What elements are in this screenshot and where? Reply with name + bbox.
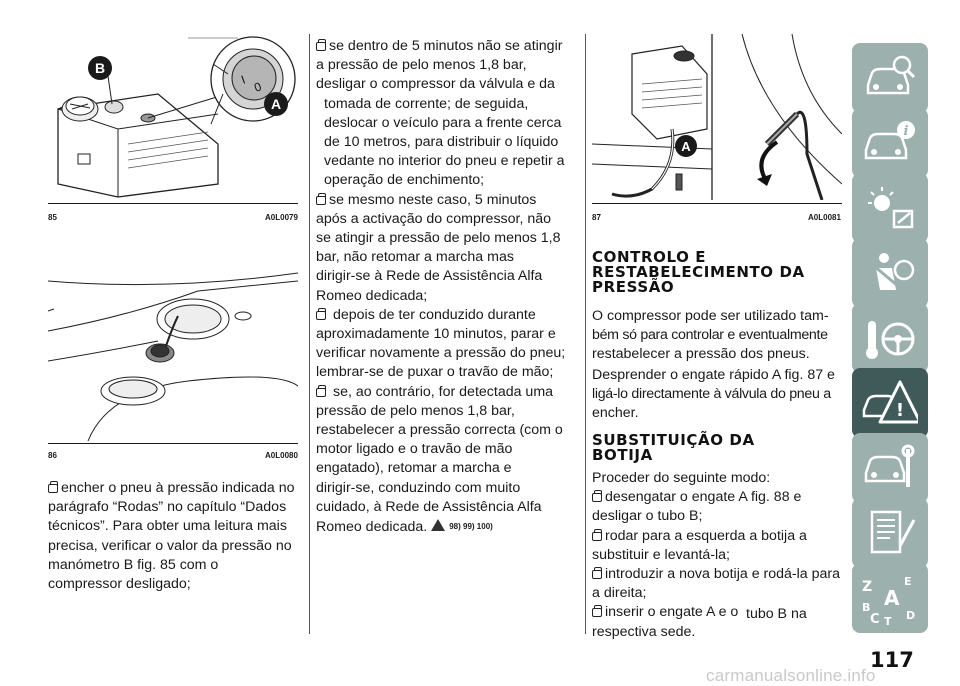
figure-85-number: 85 — [48, 213, 57, 222]
svg-text:B: B — [862, 601, 871, 614]
side-tab-emergency[interactable] — [852, 368, 928, 438]
callout-a-label: A — [681, 139, 691, 154]
text-line: encher o pneu à pressão indicada no — [48, 479, 298, 498]
column-divider — [309, 34, 310, 634]
side-tab-seatbelt-airbag[interactable] — [852, 238, 928, 308]
figure-85-rule — [48, 203, 298, 204]
side-tab-maintenance[interactable] — [852, 433, 928, 503]
right-column-para1: O compressor pode ser utilizado tam- bém só para controlar e eventualmente restabelecer a pressão dos pneus. — [592, 308, 829, 363]
floating-text: tubo B na — [746, 606, 807, 622]
bullet-icon — [592, 608, 602, 617]
car-search-icon — [862, 51, 918, 105]
svg-text:T: T — [884, 615, 892, 625]
middle-column-text: se dentro de 5 minutos não se atingir a pressão de pelo menos 1,8 bar, desligar o compressor da válvula e da tomada de corrente; de seguida, deslocar o veículo para a frente cerca de 10 metros, para distribuir o líquido vedante no interior do pneu e repetir a operação de enchimento; se mesmo neste caso, 5 minutos após a activação do compressor, não se atingir a pressão de pelo menos 1,8 bar, não retomar a marcha mas dirigir-se à Rede de Assistência Alfa Romeo dedicada; depois de ter conduzido durante aproximadamente 10 minutos, parar e verificar novamente a pressão do pneu; lembrar-se de puxar o travão de mão; se, ao contrário, for detectada uma pressão de pelo menos 1,8 bar, restabelecer a pressão correcta (com o motor ligado e o travão de mão engatado), retomar a marcha e dirigir-se, conduzindo com muito cuidado, à Rede de Assistência Alfa Romeo dedicada. 98) 99) 100) — [316, 38, 566, 536]
side-tab-car-search[interactable] — [852, 43, 928, 113]
svg-text:E: E — [904, 575, 912, 588]
seatbelt-airbag-icon — [862, 246, 918, 300]
bullet-icon — [316, 196, 326, 205]
socket-illustration — [48, 271, 298, 441]
figure-86-code: A0L0080 — [265, 451, 298, 460]
svg-text:A: A — [884, 586, 900, 610]
callout-a-label: A — [270, 96, 282, 112]
steering-wheel-key-icon — [862, 311, 918, 365]
figure-87-rule — [592, 203, 842, 204]
section-heading-controlo: CONTROLO E RESTABELECIMENTO DA PRESSÃO — [592, 248, 805, 296]
figure-87-number: 87 — [592, 213, 601, 222]
text-line: técnicos”. Para obter uma leitura mais — [48, 518, 287, 535]
figure-86 — [48, 271, 298, 441]
svg-text:0: 0 — [252, 79, 264, 95]
bullet-icon — [316, 42, 326, 51]
svg-text:!: ! — [895, 400, 905, 421]
svg-text:i: i — [903, 124, 909, 139]
bullet-icon — [592, 532, 602, 541]
bullet-icon — [592, 493, 602, 502]
svg-text:D: D — [906, 609, 916, 622]
car-maintenance-icon — [862, 441, 918, 495]
bullet-icon — [316, 388, 326, 397]
spec-sheet-icon — [862, 506, 918, 560]
figure-85 — [48, 34, 298, 200]
text-line: precisa, verificar o valor da pressão no — [48, 537, 292, 554]
side-tab-steering-key[interactable] — [852, 303, 928, 373]
side-tab-specs[interactable] — [852, 498, 928, 568]
bullet-icon — [316, 311, 326, 320]
figure-85-code: A0L0079 — [265, 213, 298, 222]
svg-text:I: I — [239, 72, 248, 87]
right-column-para2: Desprender o engate rápido A fig. 87 e ligá-lo directamente à válvula do pneu a encher. — [592, 367, 835, 422]
column-divider — [585, 34, 586, 634]
watermark: carmanualsonline.info — [706, 666, 876, 685]
side-tab-warning-lights[interactable] — [852, 173, 928, 243]
alphabet-index-icon — [862, 571, 918, 625]
car-info-icon — [862, 116, 918, 170]
figure-86-number: 86 — [48, 451, 57, 460]
warning-lights-icon — [862, 181, 918, 235]
bullet-icon — [48, 484, 58, 493]
emergency-triangle-icon — [862, 376, 918, 430]
figure-87 — [592, 34, 842, 200]
svg-text:Z: Z — [862, 579, 873, 595]
compressor-illustration — [48, 34, 298, 200]
left-column-text — [48, 479, 298, 594]
figure-87-code: A0L0081 — [808, 213, 841, 222]
compressor-valve-illustration — [592, 34, 842, 200]
warning-triangle-icon — [431, 519, 445, 531]
text-line: parágrafo “Rodas” no capítulo “Dados — [48, 499, 287, 516]
page-number: 117 — [870, 648, 914, 672]
side-tab-car-info[interactable] — [852, 108, 928, 178]
text-line: manómetro B fig. 85 com o — [48, 556, 219, 573]
figure-86-rule — [48, 443, 298, 444]
svg-text:C: C — [870, 612, 880, 625]
side-tab-index[interactable] — [852, 563, 928, 633]
text-line: compressor desligado; — [48, 576, 191, 593]
warning-references: 98) 99) 100) — [449, 522, 493, 532]
callout-b-label: B — [94, 60, 106, 76]
section-heading-substituicao: SUBSTITUIÇÃO DA BOTIJA — [592, 431, 755, 464]
right-column-steps: Proceder do seguinte modo: desengatar o engate A fig. 88 e desligar o tubo B; rodar para a esquerda a botija a substituir e levantá-la; introduzir a nova botija e rodá-la para a direita; inserir o engate A e o respectiva sede. — [592, 470, 841, 640]
bullet-icon — [592, 570, 602, 579]
